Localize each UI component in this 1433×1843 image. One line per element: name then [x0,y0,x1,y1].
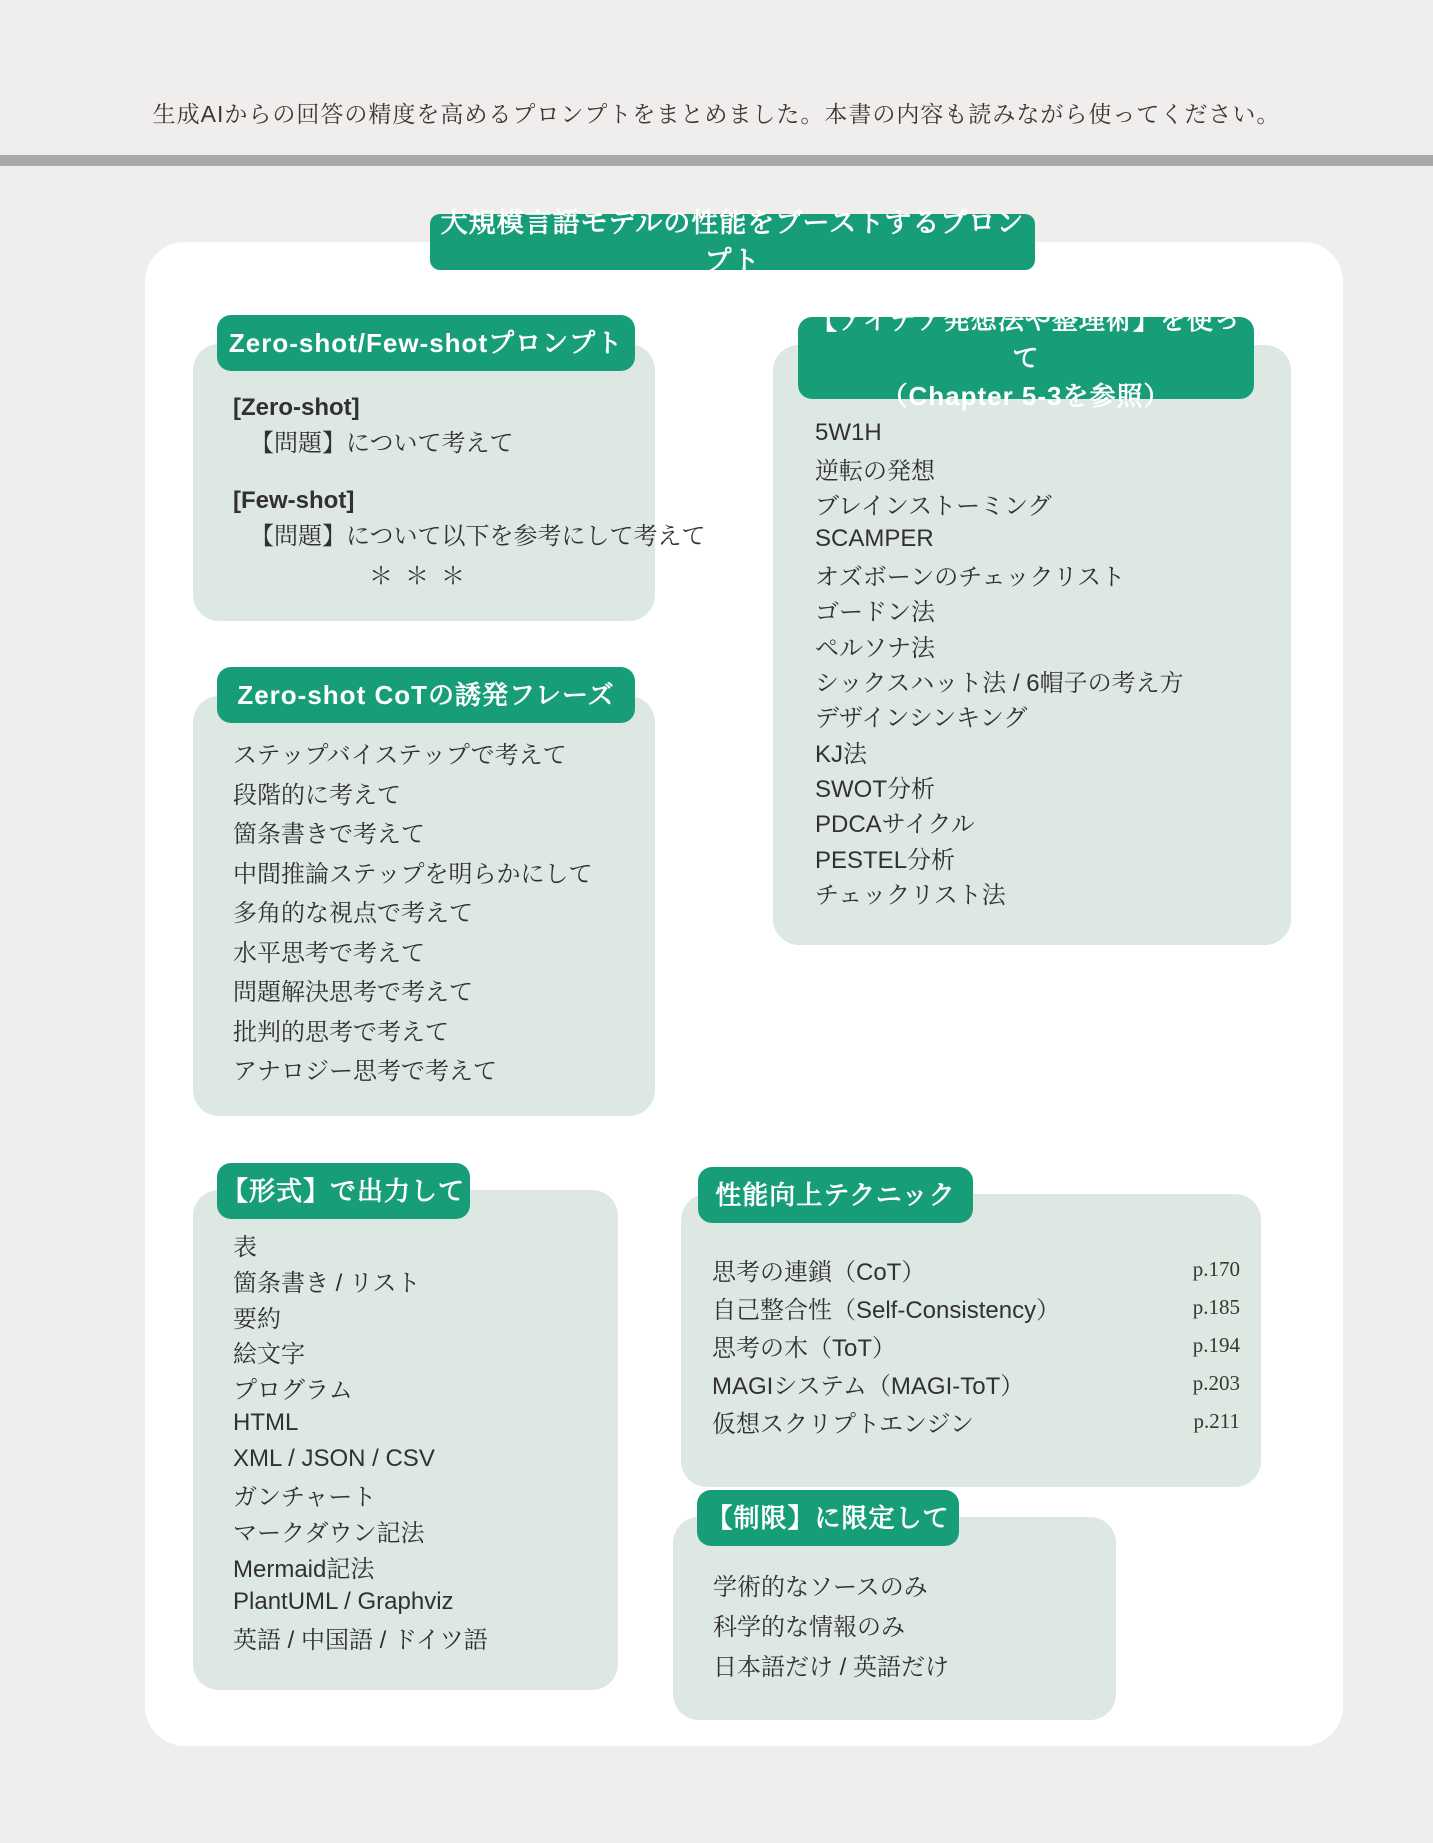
technique-label: 自己整合性（Self-Consistency） [712,1296,1061,1324]
format-item: 表 [233,1234,257,1262]
technique-row [712,1326,1240,1364]
limit-item: 学術的なソースのみ [713,1573,928,1601]
idea-item: ペルソナ法 [815,634,935,662]
cot-item: 段階的に考えて [233,781,401,809]
section-format-badge: 【形式】で出力して [217,1163,470,1219]
idea-item: 5W1H [815,418,882,446]
few-shot-body: 【問題】について以下を参考にして考えて [250,523,706,550]
format-item: プログラム [233,1377,353,1405]
technique-box [681,1194,1261,1487]
technique-row [712,1288,1240,1326]
format-item: マークダウン記法 [233,1519,425,1547]
format-item: XML / JSON / CSV [233,1444,435,1472]
idea-item: PESTEL分析 [815,846,956,874]
idea-badge-line1: 【アイデア発想法や整理術】を使って [811,305,1241,373]
cot-item: 問題解決思考で考えて [233,979,473,1007]
main-title-badge: 大規模言語モデルの性能をブーストするプロンプト [430,214,1035,270]
idea-box [773,345,1291,945]
format-item: ガンチャート [233,1484,377,1512]
few-shot-label: [Few-shot] [233,486,355,514]
format-item: 絵文字 [233,1341,305,1369]
technique-page: p.170 [1192,1256,1240,1281]
idea-item: ブレインストーミング [815,492,1052,520]
idea-item: デザインシンキング [815,705,1028,733]
idea-item: SWOT分析 [815,776,935,804]
asterisks-separator: ＊＊＊ [369,563,477,590]
limit-item: 科学的な情報のみ [713,1613,905,1641]
zero-shot-label: [Zero-shot] [233,393,360,421]
format-item: HTML [233,1409,299,1437]
technique-row [712,1364,1240,1402]
technique-page: p.194 [1192,1332,1240,1357]
section-cot-badge: Zero-shot CoTの誘発フレーズ [217,667,635,723]
format-item: PlantUML / Graphviz [233,1587,454,1615]
cot-box [193,696,655,1116]
idea-item: SCAMPER [815,524,934,552]
technique-label: 思考の木（ToT） [712,1334,897,1362]
format-item: 要約 [233,1305,281,1333]
idea-item: シックスハット法 / 6帽子の考え方 [815,669,1184,697]
cot-item: 水平思考で考えて [233,939,425,967]
cot-item: 多角的な視点で考えて [233,900,473,928]
technique-row [712,1250,1240,1288]
limit-box [673,1517,1116,1720]
cot-item: 中間推論ステップを明らかにして [233,860,593,888]
technique-label: 思考の連鎖（CoT） [712,1258,926,1286]
top-divider [0,155,1433,166]
format-item: 箇条書き / リスト [233,1270,421,1298]
idea-item: 逆転の発想 [815,457,935,485]
section-technique-badge: 性能向上テクニック [698,1167,973,1223]
idea-item: ゴードン法 [815,599,935,627]
cot-item: アナロジー思考で考えて [233,1058,497,1086]
section-idea-badge [798,305,1254,411]
zero-shot-body: 【問題】について考えて [250,430,514,457]
cot-item: ステップバイステップで考えて [233,742,567,770]
format-item: Mermaid記法 [233,1555,375,1583]
idea-item: チェックリスト法 [815,882,1006,910]
section-zero-few-badge: Zero-shot/Few-shotプロンプト [217,315,635,371]
page-caption: 生成AIからの回答の精度を高めるプロンプトをまとめました。本書の内容も読みながら使ってください。 [152,101,1281,127]
cot-item: 批判的思考で考えて [233,1018,449,1046]
technique-row [712,1402,1240,1440]
zero-few-box [193,344,706,621]
cot-item: 箇条書きで考えて [233,821,425,849]
technique-label: 仮想スクリプトエンジン [712,1410,974,1438]
limit-item: 日本語だけ / 英語だけ [713,1653,950,1681]
technique-label: MAGIシステム（MAGI-ToT） [712,1372,1025,1400]
section-limit-badge: 【制限】に限定して [697,1490,959,1546]
idea-item: KJ法 [815,740,868,768]
technique-page: p.185 [1192,1294,1240,1319]
technique-page: p.211 [1193,1408,1240,1433]
format-item: 英語 / 中国語 / ドイツ語 [233,1626,488,1654]
technique-page: p.203 [1192,1370,1240,1395]
idea-item: オズボーンのチェックリスト [815,563,1126,591]
idea-item: PDCAサイクル [815,811,975,839]
idea-badge-line2: （Chapter 5-3を参照） [881,381,1171,411]
format-box [193,1190,618,1690]
